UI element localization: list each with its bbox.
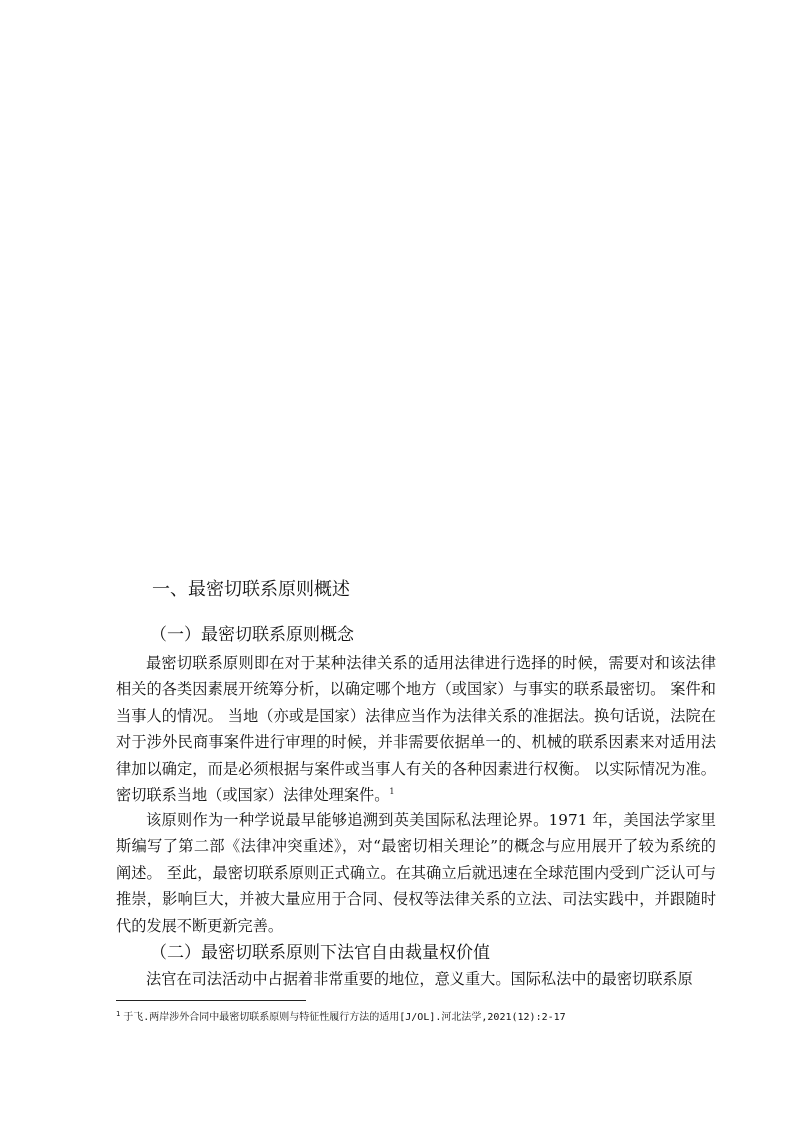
paragraph-concept-text: 最密切联系原则即在对于某种法律关系的适用法律进行选择的时候，需要对和该法律相关的各类因素展开统筹分析，以确定哪个地方（或国家）与事实的联系最密切。 案件和当事人的情况。 当地（亦或是国家）法律应当作为法律关系的准据法。换句话说，法院在对于涉外民商事案件进行审理的时候，并非需要依据单一的、机械的联系因素来对适用法律加以确定，而是必须根据与案件或当事人有关的各种因素进行权衡。 以实际情况为准。 密切联系当地（或国家）法律处理案件。 (116, 654, 716, 805)
footnote-reference[interactable]: 1 (389, 786, 395, 796)
footnote (116, 1011, 566, 1025)
paragraph-concept (116, 650, 716, 808)
paragraph-origin: 该原则作为一种学说最早能够追溯到英美国际私法理论界。1971 年，美国法学家里斯编写了第二部《法律冲突重述》，对“最密切相关理论”的概念与应用展开了较为系统的阐述。 至此，最密切联系原则正式确立。在其确立后就迅速在全球范围内受到广泛认可与推崇，影响巨大，并被大量应用于合同、侵权等法律关系的立法、司法实践中，并跟随时代的发展不断更新完善。 (116, 811, 716, 935)
subsection-heading-1: （一）最密切联系原则概念 (150, 625, 354, 645)
footnote-divider (116, 1000, 306, 1001)
paragraph-judge-role: 法官在司法活动中占据着非常重要的地位，意义重大。国际私法中的最密切联系原 (146, 970, 693, 988)
footnote-text: 于飞.两岸涉外合同中最密切联系原则与特征性履行方法的适用[J/OL].河北法学,2021(12):2-17 (123, 1012, 566, 1023)
section-title: 一、最密切联系原则概述 (152, 579, 350, 600)
subsection-heading-2: （二）最密切联系原则下法官自由裁量权价值 (150, 943, 490, 963)
footnote-mark: 1 (116, 1009, 121, 1018)
